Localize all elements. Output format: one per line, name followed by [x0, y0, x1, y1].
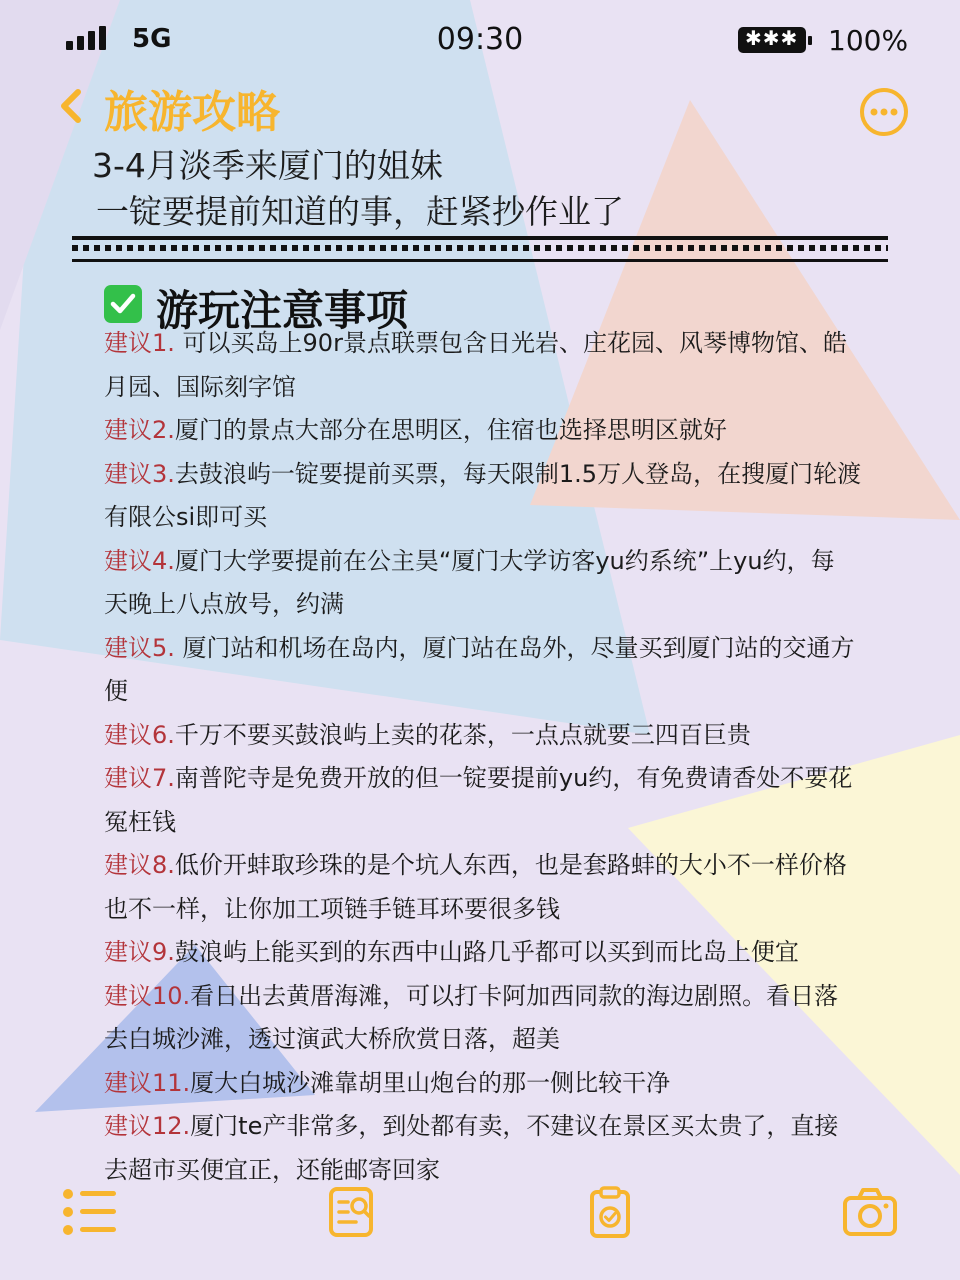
- tip-item: [104, 757, 874, 844]
- battery-percentage: 100%: [828, 24, 909, 57]
- notes-search-icon[interactable]: [326, 1186, 382, 1238]
- tip-label: 建议9.: [104, 938, 175, 966]
- tip-item: [104, 627, 874, 714]
- tips-list: [104, 322, 874, 1192]
- clipboard-check-icon[interactable]: [582, 1186, 638, 1238]
- tip-text: 千万不要买鼓浪屿上卖的花茶，一点点就要三四百巨贵: [174, 720, 751, 749]
- section-title: 游玩注意事项: [156, 286, 409, 335]
- tip-label: 建议4.: [104, 546, 175, 575]
- tip-label: 建议10.: [104, 981, 191, 1010]
- tip-text: 低价开蚌取珍珠的是个坑人东西，也是套路蚌的大小不一样价格 也不一样，让你加工项链手链耳环要很多钱: [104, 851, 847, 923]
- tip-text: 厦门te产非常多，到处都有卖，不建议在景区买太贵了，直接 去超市买便宜正，还能邮寄回家: [104, 1112, 839, 1184]
- tip-item: [104, 322, 874, 409]
- headline-line-2: 一锭要提前知道的事，赶紧抄作业了: [96, 192, 624, 231]
- tip-item: [104, 409, 874, 453]
- tip-label: 建议8.: [104, 851, 175, 879]
- tip-text: 厦大白城沙滩靠胡里山炮台的那一侧比较干净: [190, 1068, 671, 1097]
- tip-item: [104, 975, 874, 1062]
- tip-label: 建议12.: [104, 1112, 191, 1140]
- camera-icon[interactable]: [842, 1186, 898, 1238]
- tip-label: 建议2.: [104, 416, 175, 444]
- tip-text: 南普陀寺是免费开放的但一锭要提前yu约，有免费请香处不要花 冤枉钱: [104, 764, 853, 836]
- tip-item: [104, 844, 874, 931]
- tip-text: 厦门大学要提前在公主昊“厦门大学访客yu约系统”上yu约，每 天晚上八点放号，约满: [104, 546, 835, 618]
- battery-icon: ✱✱✱: [738, 27, 806, 53]
- tip-text: 可以买岛上90r景点联票包含日光岩、庄花园、风琴博物馆、皓 月园、国际刻字馆: [104, 329, 847, 401]
- chevron-left-icon[interactable]: [54, 86, 88, 126]
- tip-item: [104, 540, 874, 627]
- tip-item: [104, 1105, 874, 1192]
- network-type: 5G: [132, 24, 172, 54]
- tip-label: 建议7.: [104, 764, 175, 792]
- dotted-divider: [72, 236, 888, 266]
- status-time: 09:30: [436, 22, 524, 57]
- tip-label: 建议5.: [104, 633, 175, 662]
- tip-text: 看日出去黄厝海滩，可以打卡阿加西同款的海边剧照。看日落 去白城沙滩，透过演武大桥欣赏日落，超美: [104, 981, 839, 1053]
- page-title: 旅游攻略: [104, 87, 280, 138]
- tip-label: 建议3.: [104, 459, 175, 488]
- more-dots-icon[interactable]: [858, 86, 910, 138]
- checkmark-icon: [104, 285, 142, 323]
- headline-line-1: 3-4月淡季来厦门的姐妹: [92, 146, 443, 185]
- tip-item: [104, 453, 874, 540]
- tip-label: 建议11.: [104, 1068, 191, 1097]
- tip-text: 鼓浪屿上能买到的东西中山路几乎都可以买到而比岛上便宜: [174, 938, 799, 966]
- tip-item: [104, 714, 874, 758]
- status-bar: [0, 0, 960, 80]
- tip-label: 建议1.: [104, 329, 175, 357]
- tip-label: 建议6.: [104, 720, 175, 749]
- tip-text: 厦门的景点大部分在思明区，住宿也选择思明区就好: [174, 416, 727, 444]
- tip-text: 厦门站和机场在岛内，厦门站在岛外，尽量买到厦门站的交通方 便: [104, 633, 855, 705]
- tip-item: [104, 931, 874, 975]
- list-icon[interactable]: [62, 1186, 118, 1238]
- tip-text: 去鼓浪屿一锭要提前买票，每天限制1.5万人登岛，在搜厦门轮渡 有限公si即可买: [104, 459, 862, 531]
- tip-item: [104, 1062, 874, 1106]
